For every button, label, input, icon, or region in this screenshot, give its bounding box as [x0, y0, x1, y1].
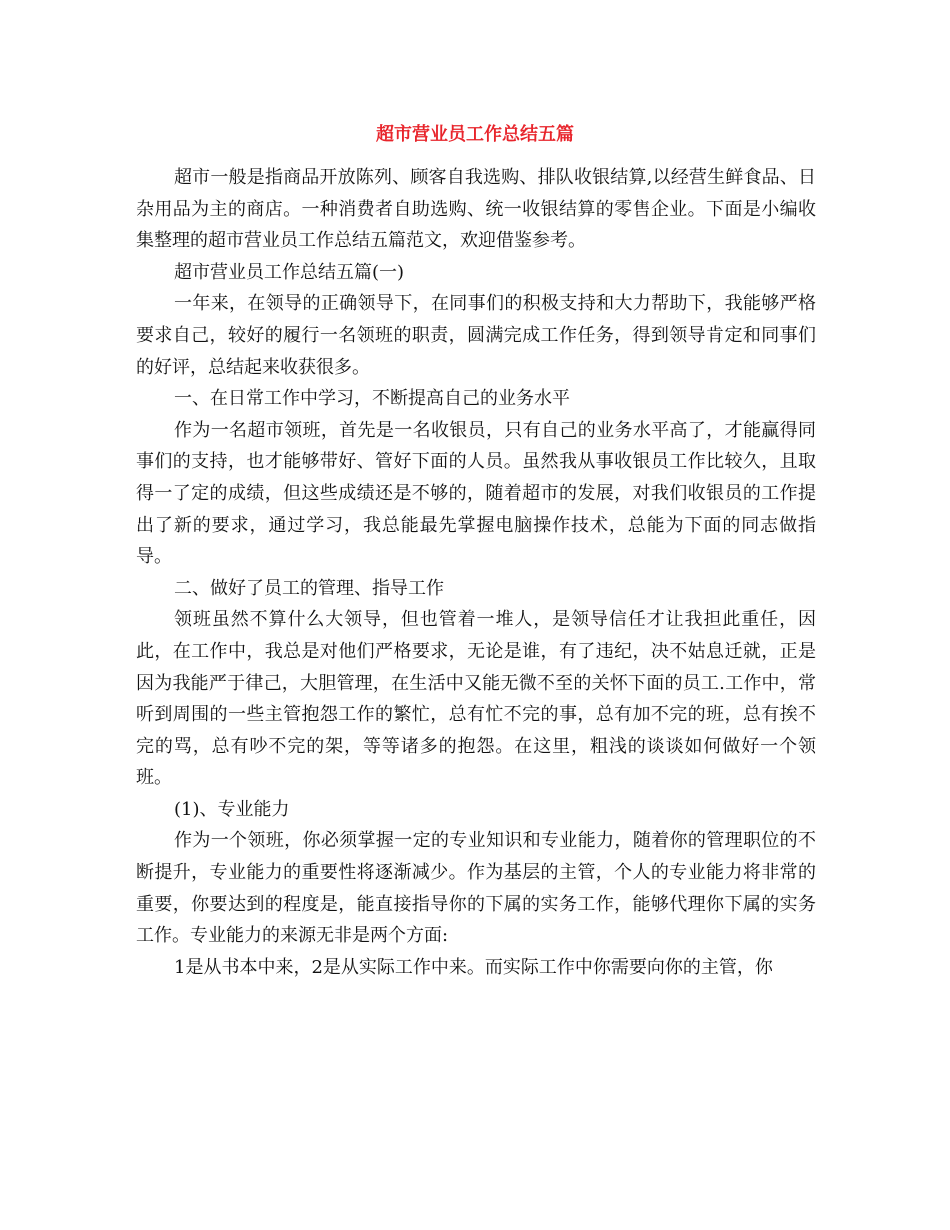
document-body [136, 162, 816, 983]
paragraph-year-summary: 一年来，在领导的正确领导下，在同事们的积极支持和大力帮助下，我能够严格要求自己，较好的履行一名领班的职责，圆满完成工作任务，得到领导肯定和同事们的好评，总结起来收获很多。 [136, 293, 816, 378]
paragraph-sources: 1是从书本中来，2是从实际工作中来。而实际工作中你需要向你的主管，你 [174, 956, 773, 978]
paragraph-management: 领班虽然不算什么大领导，但也管着一堆人，是领导信任才让我担此重任，因此，在工作中，我总是对他们严格要求，无论是谁，有了违纪，决不姑息迁就，正是因为我能严于律己，大胆管理，在生活中又能无微不至的关怀下面的员工.工作中，常听到周围的一些主管抱怨工作的繁忙，总有忙不完的事，总有加不完的班，总有挨不完的骂，总有吵不完的架，等等诸多的抱怨。在这里，粗浅的谈谈如何做好一个领班。 [136, 609, 816, 789]
subheading-professional-ability: (1)、专业能力 [174, 798, 290, 820]
subheading-staff-management: 二、做好了员工的管理、指导工作 [174, 577, 444, 599]
paragraph-intro: 超市一般是指商品开放陈列、顾客自我选购、排队收银结算,以经营生鲜食品、日杂用品为主的商店。一种消费者自助选购、统一收银结算的零售企业。下面是小编收集整理的超市营业员工作总结五篇范文，欢迎借鉴参考。 [136, 167, 816, 252]
section-heading-part-one: 超市营业员工作总结五篇(一) [174, 261, 405, 283]
document-title: 超市营业员工作总结五篇 [376, 124, 574, 145]
subheading-learning: 一、在日常工作中学习，不断提高自己的业务水平 [174, 388, 570, 410]
paragraph-professional-ability: 作为一个领班，你必须掌握一定的专业知识和专业能力，随着你的管理职位的不断提升，专业能力的重要性将逐渐减少。作为基层的主管，个人的专业能力将非常的重要，你要达到的程度是，能直接指导你的下属的实务工作，能够代理你下属的实务工作。专业能力的来源无非是两个方面: [136, 830, 816, 947]
paragraph-cashier-skills: 作为一名超市领班，首先是一名收银员，只有自己的业务水平高了，才能赢得同事们的支持，也才能够带好、管好下面的人员。虽然我从事收银员工作比较久，且取得一了定的成绩，但这些成绩还是不够的，随着超市的发展，对我们收银员的工作提出了新的要求，通过学习，我总能最先掌握电脑操作技术，总能为下面的同志做指导。 [136, 419, 816, 568]
